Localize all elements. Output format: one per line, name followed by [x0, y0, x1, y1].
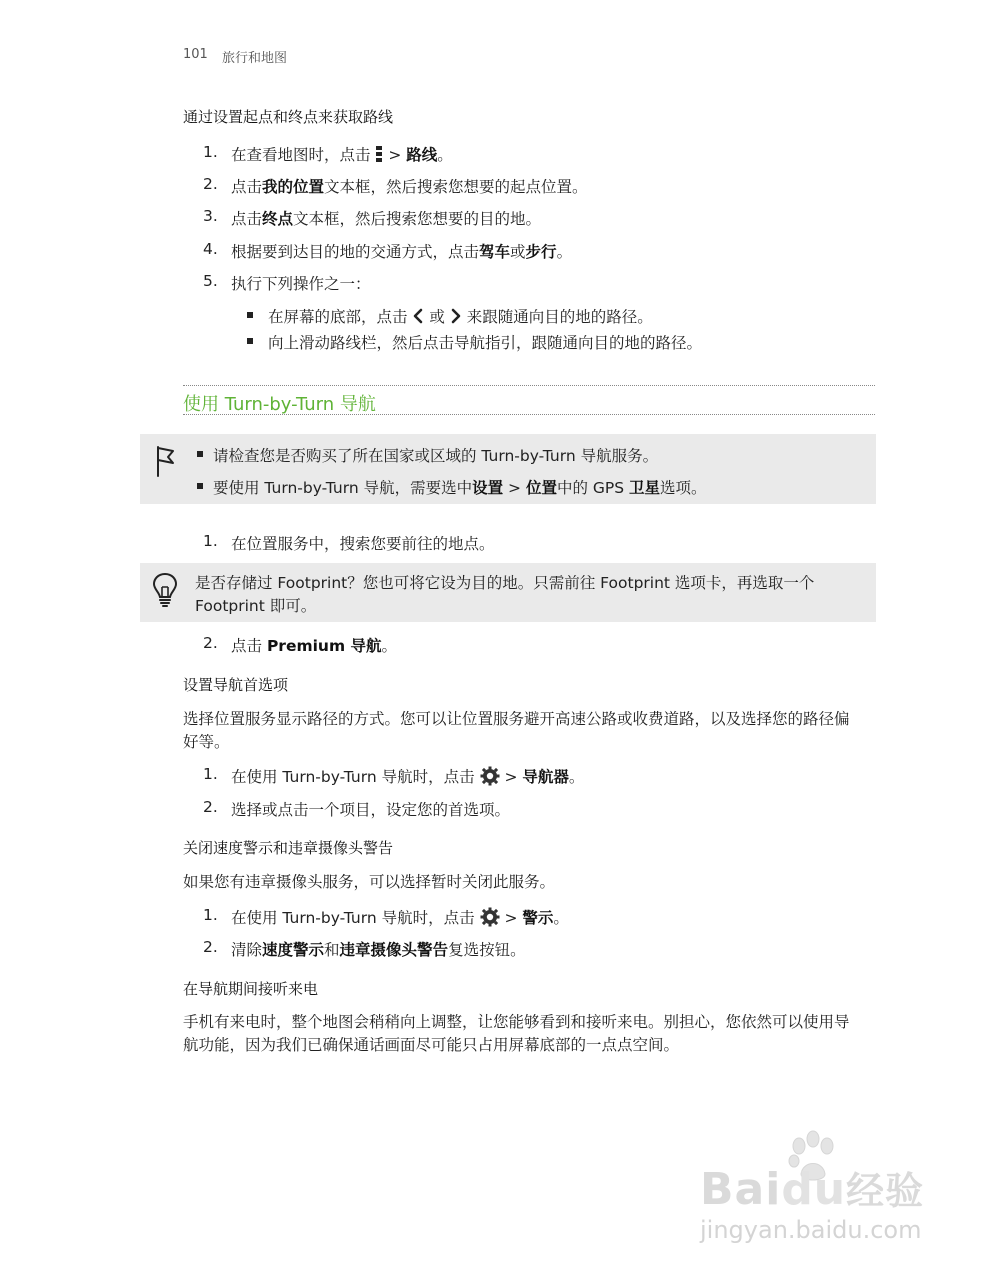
route-step-3: 点击终点文本框，然后搜索您想要的目的地。	[231, 210, 542, 228]
calls-heading: 在导航期间接听来电	[183, 980, 319, 998]
step-number: 3.	[203, 207, 218, 225]
prefs-step-1: 在使用 Turn-by-Turn 导航时，点击 > 导航器。	[231, 768, 585, 786]
warnings-step-2: 清除速度警示和违章摄像头警告复选按钮。	[231, 941, 526, 959]
divider	[183, 414, 875, 415]
step-number: 2.	[203, 938, 218, 956]
watermark-logo: Baidu经验	[700, 1164, 925, 1215]
route-step-4: 根据要到达目的地的交通方式，点击驾车或步行。	[231, 243, 573, 261]
bullet	[247, 312, 253, 318]
tip-line-2: Footprint 即可。	[195, 597, 317, 615]
step-number: 1.	[203, 765, 218, 783]
gear-icon	[480, 907, 500, 927]
watermark	[700, 1130, 940, 1250]
route-heading: 通过设置起点和终点来获取路线	[183, 108, 394, 126]
route-bullet-1: 在屏幕的底部，点击 或 来跟随通向目的地的路径。	[268, 308, 653, 326]
step-number: 2.	[203, 798, 218, 816]
chevron-right-icon	[450, 308, 462, 324]
prefs-heading: 设置导航首选项	[183, 676, 289, 694]
tip-line-1: 是否存储过 Footprint？您也可将它设为目的地。只需前往 Footprint 选项卡，再选取一个	[195, 574, 815, 592]
lightbulb-icon	[152, 572, 178, 608]
running-header: 旅行和地图	[222, 51, 288, 66]
route-bullet-2: 向上滑动路线栏，然后点击导航指引，跟随通向目的地的路径。	[268, 334, 703, 352]
step-number: 4.	[203, 240, 218, 258]
route-step-2: 点击我的位置文本框，然后搜索您想要的起点位置。	[231, 178, 588, 196]
step-number: 1.	[203, 532, 218, 550]
bullet	[197, 451, 203, 457]
bullet	[197, 483, 203, 489]
route-step-5: 执行下列操作之一：	[231, 275, 371, 293]
bullet	[247, 338, 253, 344]
step-number: 2.	[203, 634, 218, 652]
more-vertical-icon	[375, 146, 383, 162]
step-number: 1.	[203, 143, 218, 161]
note-1: 请检查您是否购买了所在国家或区域的 Turn-by-Turn 导航服务。	[213, 447, 659, 465]
section-title: 使用 Turn-by-Turn 导航	[183, 394, 376, 415]
gear-icon	[480, 766, 500, 786]
warnings-para: 如果您有违章摄像头服务，可以选择暂时关闭此服务。	[183, 873, 556, 891]
calls-para-line-1: 手机有来电时，整个地图会稍稍向上调整，让您能够看到和接听来电。别担心，您依然可以使用导	[183, 1013, 850, 1031]
prefs-step-2: 选择或点击一个项目，设定您的首选项。	[231, 801, 511, 819]
tbt-step-1: 在位置服务中，搜索您要前往的地点。	[231, 535, 495, 553]
page-number: 101	[183, 47, 208, 62]
watermark-url: jingyan.baidu.com	[700, 1216, 922, 1244]
calls-para-line-2: 航功能，因为我们已确保通话画面尽可能只占用屏幕底部的一点点空间。	[183, 1036, 680, 1054]
route-step-1: 在查看地图时，点击 > 路线。	[231, 146, 453, 164]
flag-icon	[153, 444, 177, 478]
step-number: 5.	[203, 272, 218, 290]
warnings-heading: 关闭速度警示和违章摄像头警告	[183, 839, 394, 857]
prefs-para-line-1: 选择位置服务显示路径的方式。您可以让位置服务避开高速公路或收费道路，以及选择您的路径偏	[183, 710, 850, 728]
divider	[183, 385, 875, 386]
prefs-para-line-2: 好等。	[183, 733, 230, 751]
chevron-left-icon	[412, 308, 424, 324]
warnings-step-1: 在使用 Turn-by-Turn 导航时，点击 > 警示。	[231, 909, 569, 927]
step-number: 2.	[203, 175, 218, 193]
tbt-step-2: 点击 Premium 导航。	[231, 637, 398, 655]
note-2: 要使用 Turn-by-Turn 导航，需要选中设置 > 位置中的 GPS 卫星选项。	[213, 479, 707, 497]
step-number: 1.	[203, 906, 218, 924]
